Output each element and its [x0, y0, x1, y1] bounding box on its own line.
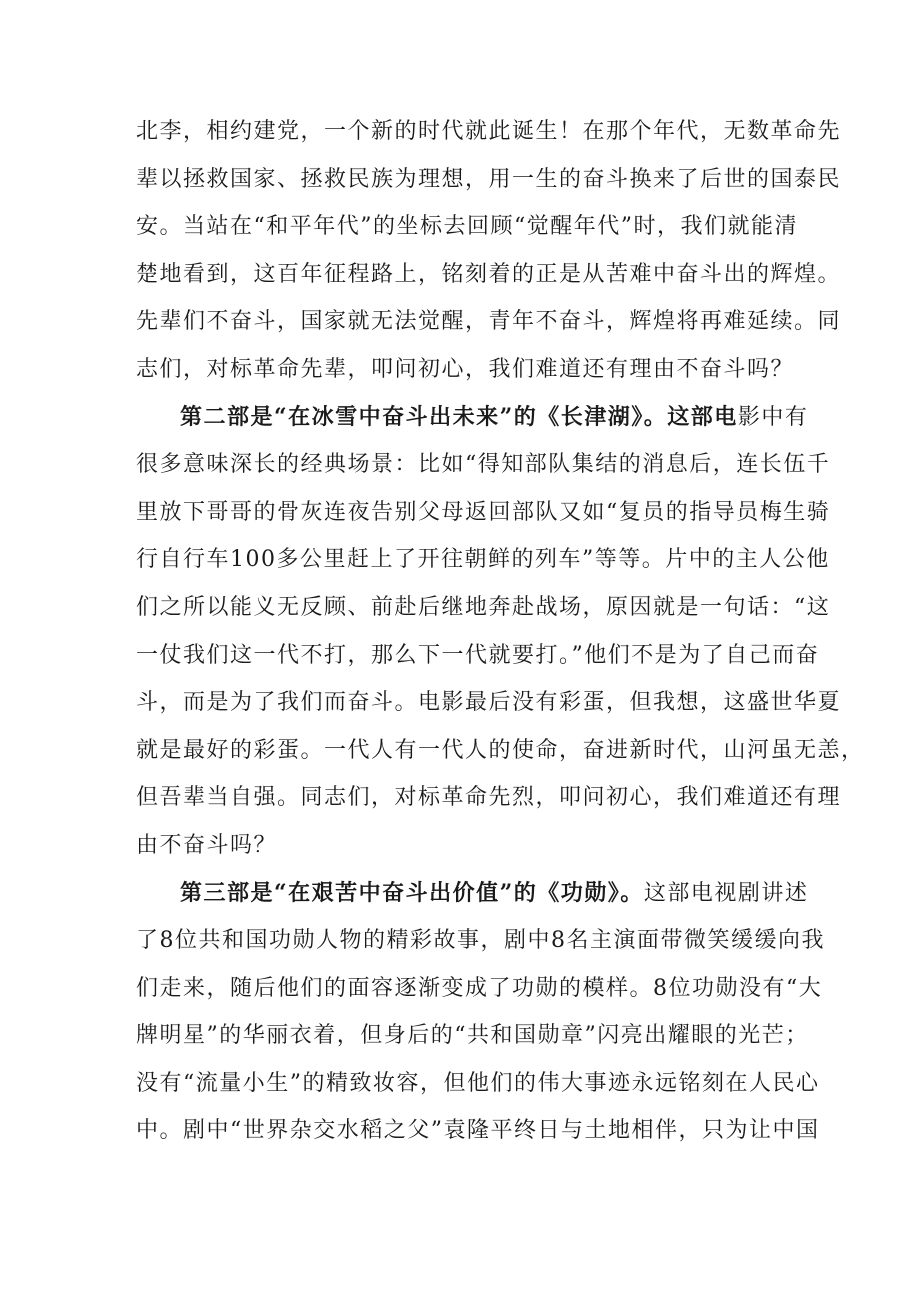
text-line: 没有“流量小生”的精致妆容，但他们的伟大事迹永远铭刻在人民心 [136, 1070, 820, 1096]
text-line: 辈以拯救国家、拯救民族为理想，用一生的奋斗换来了后世的国泰民 [136, 166, 842, 192]
paragraph-heading-line [136, 394, 809, 442]
document-body [136, 108, 865, 1155]
text-line: 先辈们不奋斗，国家就无法觉醒，青年不奋斗，辉煌将再难延续。同 [136, 309, 842, 335]
text-line: 楚地看到，这百年征程路上，铭刻着的正是从苦难中奋斗出的辉煌。 [136, 261, 842, 287]
paragraph-1 [136, 108, 842, 394]
text-line: 就是最好的彩蛋。一代人有一代人的使命，奋进新时代，山河虽无恙， [136, 737, 865, 763]
text-line: 了8位共和国功勋人物的精彩故事，剧中8名主演面带微笑缓缓向我 [136, 928, 825, 954]
text-line: 志们，对标革命先辈，叩问初心，我们难道还有理由不奋斗吗？ [136, 356, 795, 382]
paragraph-heading-line [136, 870, 809, 918]
text-line: 里放下哥哥的骨灰连夜告别父母返回部队又如“复员的指导员梅生骑 [136, 499, 831, 525]
text-line: 们走来，随后他们的面容逐渐变成了功勋的模样。8位功勋没有“大 [136, 975, 823, 1001]
heading-line-rest: 这部电视剧讲述 [643, 880, 809, 906]
text-line: 由不奋斗吗？ [136, 832, 278, 858]
paragraph-2 [136, 394, 865, 870]
text-line: 牌明星”的华丽衣着，但身后的“共和国勋章”闪亮出耀眼的光芒； [136, 1023, 809, 1049]
text-line: 安。当站在“和平年代”的坐标去回顾“觉醒年代”时，我们就能清 [136, 214, 798, 240]
heading-line-rest: 影中有 [737, 404, 809, 430]
paragraph-heading: 第三部是“在艰苦中奋斗出价值”的《功勋》。 [180, 879, 644, 906]
paragraph-heading: 第二部是“在冰雪中奋斗出未来”的《长津湖》。这部电 [180, 403, 738, 430]
text-line: 很多意味深长的经典场景：比如“得知部队集结的消息后，连长伍千 [136, 452, 831, 478]
text-line: 北李，相约建党，一个新的时代就此诞生！在那个年代，无数革命先 [136, 119, 842, 144]
text-line: 们之所以能义无反顾、前赴后继地奔赴战场，原因就是一句话：“这 [136, 594, 831, 620]
paragraph-3 [136, 870, 825, 1156]
text-line: 斗，而是为了我们而奋斗。电影最后没有彩蛋，但我想，这盛世华夏 [136, 690, 842, 716]
text-line: 一仗我们这一代不打，那么下一代就要打。”他们不是为了自己而奋 [136, 642, 820, 668]
text-line: 中。剧中“世界杂交水稻之父”袁隆平终日与土地相伴，只为让中国 [136, 1118, 820, 1144]
text-line: 但吾辈当自强。同志们，对标革命先烈，叩问初心，我们难道还有理 [136, 785, 842, 811]
text-line: 行自行车100多公里赶上了开往朝鲜的列车”等等。片中的主人公他 [136, 547, 830, 573]
